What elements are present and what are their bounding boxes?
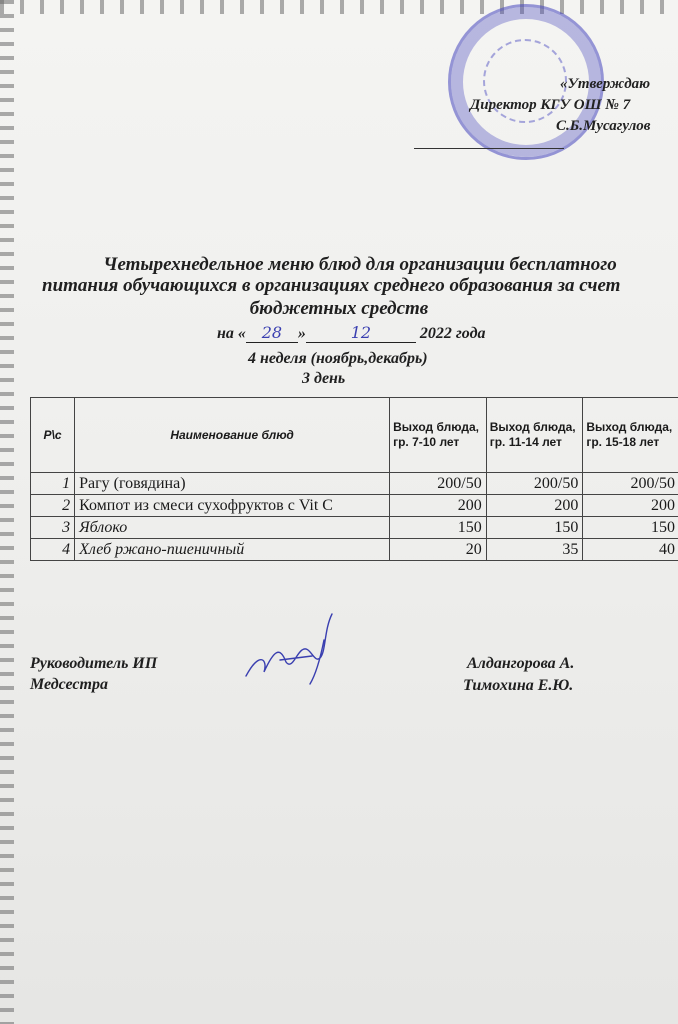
week-label: 4 неделя (ноябрь,декабрь) [248, 350, 428, 367]
row-output-7-10: 200/50 [390, 473, 487, 495]
row-num: 3 [31, 517, 75, 539]
approval-line-2: Директор КГУ ОШ № 7 [470, 97, 631, 113]
signature-role-head: Руководитель ИП [30, 655, 158, 672]
day-label: 3 день [302, 370, 346, 387]
date-prefix: на « [217, 325, 246, 342]
row-output-7-10: 200 [390, 495, 487, 517]
row-dish-name: Хлеб ржано-пшеничный [75, 539, 390, 561]
approval-line-1: «Утверждаю [560, 76, 651, 92]
signature-name-nurse: Тимохина Е.Ю. [463, 677, 574, 694]
row-num: 2 [31, 495, 75, 517]
header-num: Р\с [31, 398, 75, 473]
row-dish-name: Компот из смеси сухофруктов с Vit C [75, 495, 390, 517]
row-dish-name: Яблоко [75, 517, 390, 539]
row-output-15-18: 40 [583, 539, 678, 561]
row-output-15-18: 150 [583, 517, 678, 539]
signature-role-nurse: Медсестра [30, 676, 108, 693]
header-name: Наименование блюд [75, 398, 390, 473]
row-dish-name: Рагу (говядина) [75, 473, 390, 495]
table-row [31, 473, 678, 495]
row-output-11-14: 35 [486, 539, 583, 561]
header-output-11-14: Выход блюда, гр. 11-14 лет [486, 398, 583, 473]
table-header-row [31, 398, 678, 473]
document-title-line-2: питания обучающихся в организациях среднего образования за счет [42, 275, 621, 296]
document-title-line-1: Четырехнедельное меню блюд для организации бесплатного [103, 254, 617, 275]
date-month: 12 [306, 323, 416, 343]
menu-table [30, 397, 678, 561]
perforation-top [0, 0, 678, 14]
row-num: 1 [31, 473, 75, 495]
date-mid: » [297, 325, 306, 342]
row-output-15-18: 200 [583, 495, 678, 517]
table-row [31, 495, 678, 517]
handwritten-signature [240, 610, 340, 690]
document-title-line-3: бюджетных средств [249, 298, 429, 319]
signature-name-head: Алдангорова А. [467, 655, 575, 672]
perforation-left [0, 0, 14, 1024]
row-output-7-10: 150 [390, 517, 487, 539]
row-num: 4 [31, 539, 75, 561]
row-output-11-14: 200 [486, 495, 583, 517]
approval-line-3: С.Б.Мусагулов [556, 118, 651, 134]
date-line [217, 323, 486, 343]
row-output-15-18: 200/50 [583, 473, 678, 495]
header-output-15-18: Выход блюда, гр. 15-18 лет [583, 398, 678, 473]
table-row [31, 539, 678, 561]
header-output-7-10: Выход блюда, гр. 7-10 лет [390, 398, 487, 473]
row-output-11-14: 200/50 [486, 473, 583, 495]
date-suffix: 2022 года [419, 325, 486, 342]
table-row [31, 517, 678, 539]
row-output-11-14: 150 [486, 517, 583, 539]
approval-signature-line [414, 148, 564, 149]
date-day: 28 [246, 323, 298, 343]
row-output-7-10: 20 [390, 539, 487, 561]
